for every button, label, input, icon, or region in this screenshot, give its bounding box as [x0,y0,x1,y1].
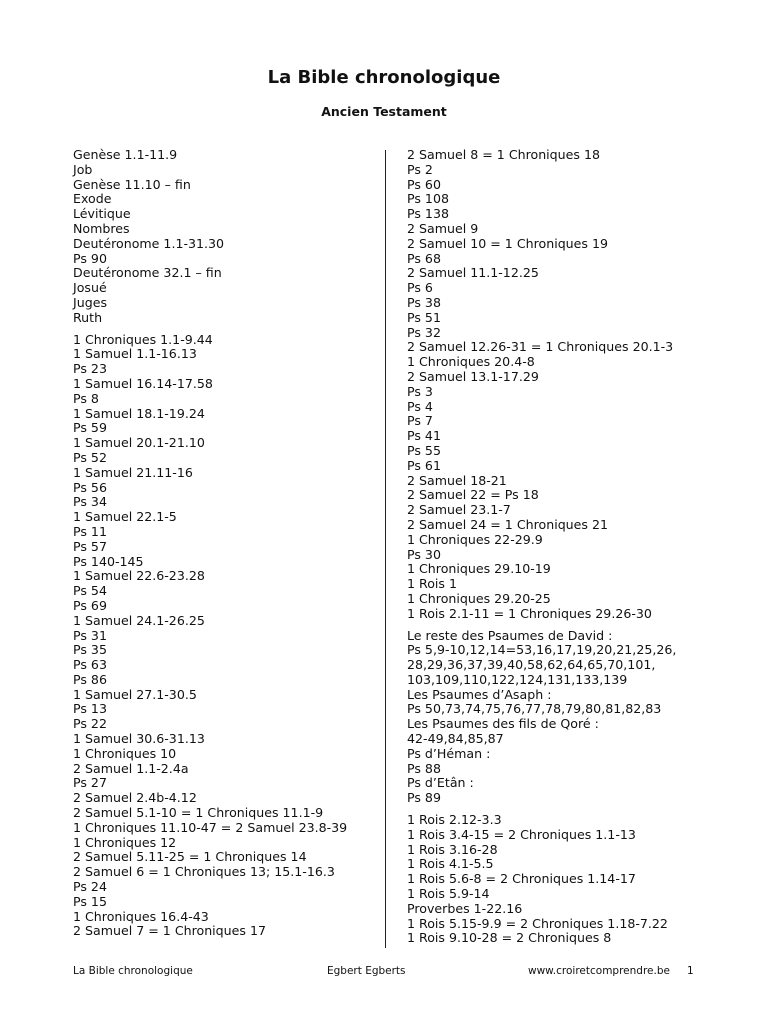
footer-title: La Bible chronologique [73,965,193,977]
footer-website: www.croiretcomprendre.be [528,965,670,977]
reading-entry: 1 Samuel 20.1-21.10 [73,435,205,451]
reading-entry: Les Psaumes d’Asaph : [407,686,552,702]
reading-entry: 1 Rois 2.1-11 = 1 Chroniques 29.26-30 [407,605,652,621]
reading-entry: 1 Samuel 21.11-16 [73,464,193,480]
reading-entry: Ps 89 [407,790,441,806]
reading-entry: Genèse 11.10 – fin [73,176,191,192]
reading-entry: Ps 15 [73,893,107,909]
reading-entry: 2 Samuel 18-21 [407,472,507,488]
reading-entry: Ps 5,9-10,12,14=53,16,17,19,20,21,25,26, [407,642,677,658]
column-divider [385,150,386,948]
reading-entry: 28,29,36,37,39,40,58,62,64,65,70,101, [407,657,656,673]
reading-entry: 2 Samuel 6 = 1 Chroniques 13; 15.1-16.3 [73,864,335,880]
reading-entry: Ps d’Héman : [407,745,491,761]
reading-entry: 103,109,110,122,124,131,133,139 [407,671,628,687]
reading-entry: Ps 52 [73,449,107,465]
footer-page-number: 1 [687,965,694,977]
reading-entry: Ps 51 [407,309,441,325]
reading-entry: 1 Samuel 24.1-26.25 [73,612,205,628]
reading-entry: 1 Rois 4.1-5.5 [407,856,494,872]
reading-entry: 2 Samuel 8 = 1 Chroniques 18 [407,147,600,162]
reading-entry: Josué [73,280,107,296]
reading-entry: 2 Samuel 13.1-17.29 [407,368,539,384]
reading-entry: 2 Samuel 1.1-2.4a [73,760,189,776]
reading-entry: Le reste des Psaumes de David : [407,627,613,643]
reading-entry: Ps 31 [73,627,107,643]
right-column [407,148,707,946]
reading-entry: 1 Chroniques 29.20-25 [407,590,551,606]
reading-entry: 2 Samuel 24 = 1 Chroniques 21 [407,516,609,532]
reading-entry: Ps 90 [73,250,107,266]
reading-entry: 1 Samuel 1.1-16.13 [73,346,197,362]
reading-entry: Deutéronome 32.1 – fin [73,265,222,281]
reading-entry: 2 Samuel 12.26-31 = 1 Chroniques 20.1-3 [407,339,674,355]
reading-entry: Deutéronome 1.1-31.30 [73,235,225,251]
reading-entry: 2 Samuel 2.4b-4.12 [73,790,197,806]
reading-entry: Ps 68 [407,250,441,266]
reading-entry: Ps 63 [73,657,107,673]
reading-entry: 1 Chroniques 12 [73,834,177,850]
reading-entry: Ps 57 [73,538,107,554]
reading-entry: Ps 4 [407,398,433,414]
reading-entry: Nombres [73,220,130,236]
reading-entry: Ps 32 [407,324,441,340]
reading-entry: 2 Samuel 5.1-10 = 1 Chroniques 11.1-9 [73,805,324,821]
reading-entry: Ps 11 [73,523,107,539]
reading-entry: 1 Rois 5.15-9.9 = 2 Chroniques 1.18-7.22 [407,915,668,931]
reading-entry: 2 Samuel 10 = 1 Chroniques 19 [407,235,609,251]
reading-entry: Ps 108 [407,191,449,207]
reading-group [73,333,373,940]
reading-group [407,813,707,946]
reading-entry: Les Psaumes des fils de Qoré : [407,716,599,732]
reading-entry: 1 Chroniques 29.10-19 [407,561,551,577]
reading-entry: 1 Rois 5.9-14 [407,886,490,902]
reading-entry: Ps 8 [73,390,99,406]
reading-entry: Ps 60 [407,176,441,192]
reading-entry: 1 Chroniques 16.4-43 [73,908,209,924]
reading-entry: Exode [73,191,112,207]
reading-entry: Lévitique [73,206,131,222]
reading-group [407,148,707,622]
reading-entry: 42-49,84,85,87 [407,731,504,747]
reading-entry: 1 Rois 3.16-28 [407,841,498,857]
reading-entry: Ps 24 [73,879,107,895]
reading-entry: Juges [73,294,107,310]
reading-entry: Ruth [73,309,103,325]
reading-group [407,629,707,807]
reading-entry: Ps 22 [73,716,107,732]
reading-entry: Ps 2 [407,161,433,177]
reading-entry: Ps 61 [407,457,441,473]
reading-entry: Ps 54 [73,583,107,599]
reading-entry: 1 Samuel 30.6-31.13 [73,731,205,747]
reading-entry: Ps 41 [407,428,441,444]
reading-entry: Ps 56 [73,479,107,495]
reading-entry: Ps 69 [73,597,107,613]
reading-entry: 1 Chroniques 11.10-47 = 2 Samuel 23.8-39 [73,819,348,835]
reading-entry: Ps 34 [73,494,107,510]
reading-entry: Ps 50,73,74,75,76,77,78,79,80,81,82,83 [407,701,662,717]
reading-entry: 1 Rois 5.6-8 = 2 Chroniques 1.14-17 [407,871,636,887]
reading-entry: 1 Samuel 27.1-30.5 [73,686,197,702]
reading-entry: Ps 3 [407,383,433,399]
reading-entry: 2 Samuel 5.11-25 = 1 Chroniques 14 [73,849,307,865]
reading-entry: 1 Samuel 22.1-5 [73,509,177,525]
reading-entry: Ps 86 [73,671,107,687]
reading-entry: Ps 7 [407,413,433,429]
reading-entry: 1 Chroniques 1.1-9.44 [73,331,213,347]
reading-entry: 1 Rois 2.12-3.3 [407,812,502,828]
reading-entry: Ps 140-145 [73,553,144,569]
reading-entry: 1 Rois 3.4-15 = 2 Chroniques 1.1-13 [407,826,636,842]
reading-entry: 1 Samuel 18.1-19.24 [73,405,205,421]
reading-entry: 1 Samuel 22.6-23.28 [73,568,205,584]
reading-entry: Proverbes 1-22.16 [407,900,523,916]
reading-entry: Ps 23 [73,361,107,377]
reading-entry: 2 Samuel 11.1-12.25 [407,265,539,281]
reading-entry: 2 Samuel 23.1-7 [407,502,511,518]
reading-entry: 1 Rois 9.10-28 = 2 Chroniques 8 [407,930,612,946]
reading-entry: Ps 59 [73,420,107,436]
reading-entry: Ps 38 [407,294,441,310]
reading-entry: Ps 138 [407,206,449,222]
reading-group [73,148,373,326]
reading-entry: 2 Samuel 9 [407,220,479,236]
reading-entry: Ps 55 [407,442,441,458]
reading-entry: 2 Samuel 7 = 1 Chroniques 17 [73,923,266,939]
reading-entry: Ps 35 [73,642,107,658]
reading-entry: Genèse 1.1-11.9 [73,147,178,162]
reading-entry: Ps 88 [407,760,441,776]
reading-entry: Job [73,161,93,177]
reading-entry: 1 Chroniques 22-29.9 [407,531,543,547]
reading-entry: 1 Rois 1 [407,576,457,592]
reading-entry: Ps 6 [407,280,433,296]
footer-author: Egbert Egberts [327,965,406,977]
reading-entry: Ps 13 [73,701,107,717]
reading-entry: Ps 27 [73,775,107,791]
reading-entry: 2 Samuel 22 = Ps 18 [407,487,539,503]
page-subtitle: Ancien Testament [321,104,447,119]
reading-entry: 1 Chroniques 10 [73,745,177,761]
left-column [73,148,373,939]
reading-entry: Ps 30 [407,546,441,562]
reading-entry: Ps d’Etân : [407,775,474,791]
reading-entry: 1 Chroniques 20.4-8 [407,354,535,370]
page-title: La Bible chronologique [267,67,501,88]
reading-entry: 1 Samuel 16.14-17.58 [73,375,213,391]
